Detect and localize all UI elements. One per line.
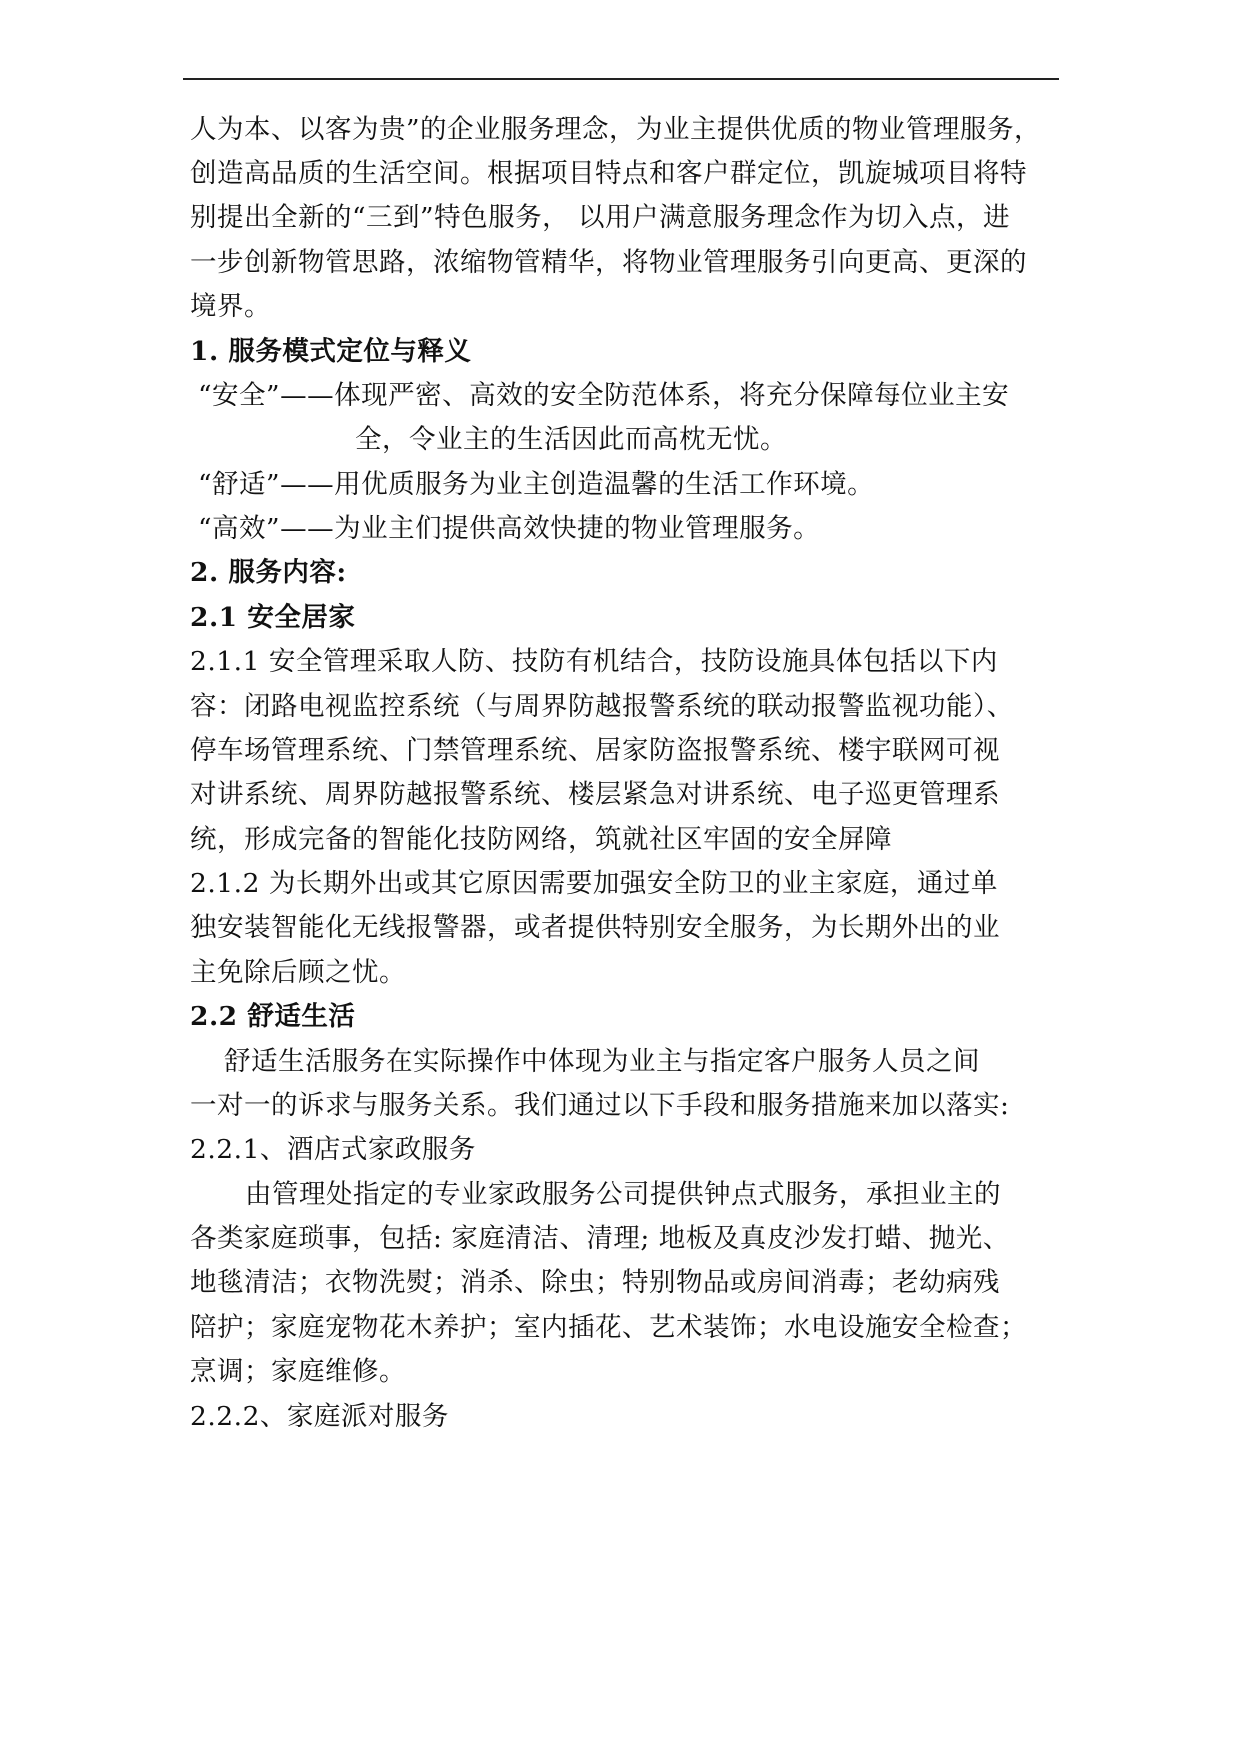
subsection-heading-2-2-2: 2.2.2、家庭派对服务 (190, 1401, 449, 1432)
paragraph-line: 停车场管理系统、门禁管理系统、居家防盗报警系统、楼宇联网可视 (190, 735, 1000, 766)
paragraph-line: 别提出全新的“三到”特色服务， 以用户满意服务理念作为切入点，进 (190, 202, 1011, 233)
paragraph-line: 由管理处指定的专业家政服务公司提供钟点式服务，承担业主的 (245, 1179, 1001, 1210)
paragraph-line: 境界。 (190, 291, 271, 322)
subsection-heading-2-1: 2.1 安全居家 (190, 602, 356, 633)
definition-line-efficiency: “高效”——为业主们提供高效快捷的物业管理服务。 (198, 513, 821, 544)
paragraph-line: 2.1.1 安全管理采取人防、技防有机结合，技防设施具体包括以下内 (190, 646, 998, 677)
paragraph-line: 一对一的诉求与服务关系。我们通过以下手段和服务措施来加以落实: (190, 1090, 1010, 1121)
paragraph-line: 各类家庭琐事，包括: 家庭清洁、清理; 地板及真皮沙发打蜡、抛光、 (190, 1223, 1010, 1254)
paragraph-line: 舒适生活服务在实际操作中体现为业主与指定客户服务人员之间 (224, 1046, 980, 1077)
paragraph-line: 容：闭路电视监控系统（与周界防越报警系统的联动报警监视功能）、 (190, 691, 1014, 722)
subsection-heading-2-2: 2.2 舒适生活 (190, 1001, 356, 1032)
paragraph-line: 主免除后顾之忧。 (190, 957, 406, 988)
paragraph-line: 2.1.2 为长期外出或其它原因需要加强安全防卫的业主家庭，通过单 (190, 868, 998, 899)
definition-line-comfort: “舒适”——用优质服务为业主创造温馨的生活工作环境。 (198, 469, 875, 500)
header-rule (183, 78, 1059, 80)
subsection-heading-2-2-1: 2.2.1、酒店式家政服务 (190, 1134, 476, 1165)
paragraph-line: 地毯清洁；衣物洗熨；消杀、除虫；特别物品或房间消毒；老幼病残 (190, 1267, 1000, 1298)
paragraph-line: 陪护；家庭宠物花木养护；室内插花、艺术装饰；水电设施安全检查； (190, 1312, 1027, 1343)
definition-line-safety-cont: 全，令业主的生活因此而高枕无忧。 (355, 424, 787, 455)
paragraph-line: 烹调；家庭维修。 (190, 1356, 406, 1387)
paragraph-line: 创造高品质的生活空间。根据项目特点和客户群定位，凯旋城项目将特 (190, 158, 1027, 189)
section-heading-2: 2. 服务内容: (190, 557, 347, 588)
paragraph-line: 人为本、以客为贵”的企业服务理念，为业主提供优质的物业管理服务， (190, 114, 1042, 145)
paragraph-line: 统，形成完备的智能化技防网络，筑就社区牢固的安全屏障 (190, 824, 892, 855)
paragraph-line: 一步创新物管思路，浓缩物管精华，将物业管理服务引向更高、更深的 (190, 247, 1027, 278)
paragraph-line: 对讲系统、周界防越报警系统、楼层紧急对讲系统、电子巡更管理系 (190, 779, 1000, 810)
definition-line-safety: “安全”——体现严密、高效的安全防范体系，将充分保障每位业主安 (198, 380, 1010, 411)
section-heading-1: 1. 服务模式定位与释义 (190, 336, 472, 367)
paragraph-line: 独安装智能化无线报警器，或者提供特别安全服务，为长期外出的业 (190, 912, 1000, 943)
